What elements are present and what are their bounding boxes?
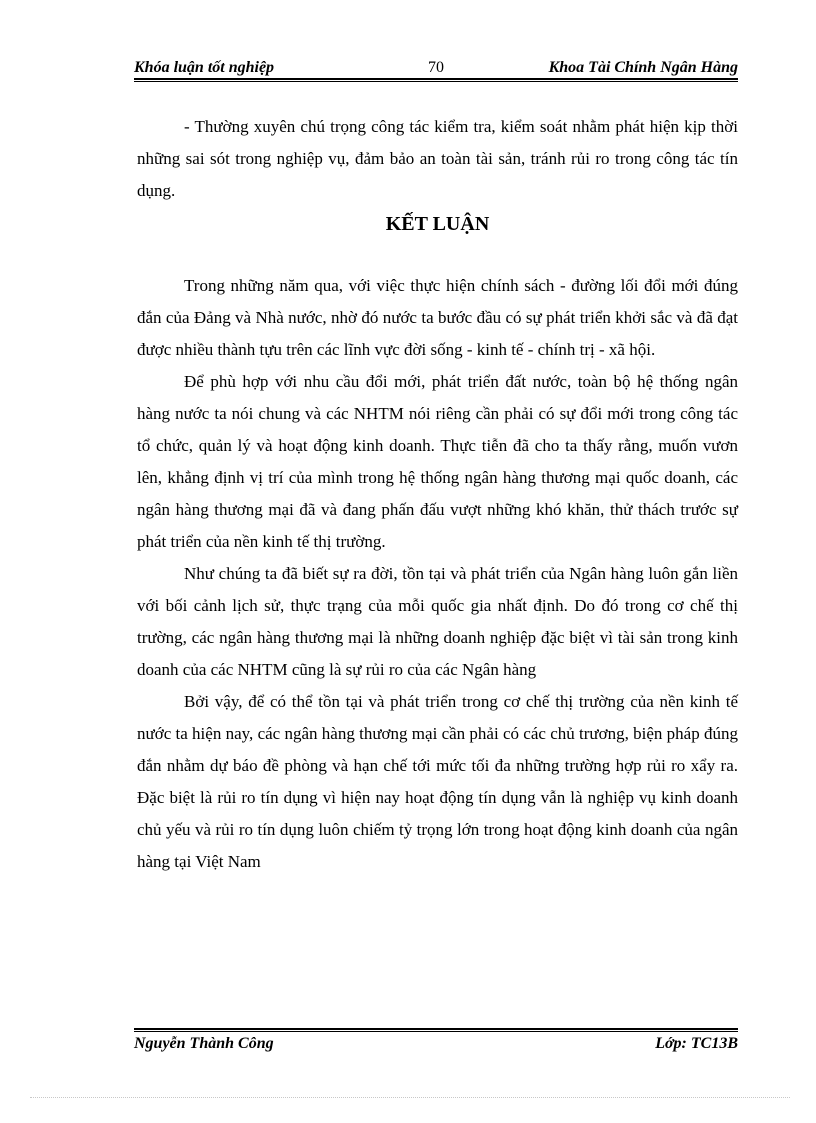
header-faculty-label: Khoa Tài Chính Ngân Hàng [548,59,738,76]
page-number: 70 [428,59,444,76]
footer-divider [134,1028,738,1030]
page-edge-divider [30,1097,790,1098]
page-content [137,111,738,878]
footer-author: Nguyễn Thành Công [134,1035,274,1052]
body-paragraph: Trong những năm qua, với việc thực hiện chính sách - đường lối đổi mới đúng đắn của Đảng và Nhà nước, nhờ đó nước ta bước đầu có sự phát triển khởi sắc và đã đạt được nhiều thành tựu trên các lĩnh vực đời sống - kinh tế - chính trị - xã hội. [137,276,738,359]
page-header [134,56,738,80]
header-divider [134,78,738,80]
body-paragraph: Bởi vậy, để có thể tồn tại và phát triển trong cơ chế thị trường của nền kinh tế nước ta hiện nay, các ngân hàng thương mại cần phải có các chủ trương, biện pháp đúng đắn nhằm dự báo đề phòng và hạn chế tới mức tối đa những trường hợp rủi ro xẩy ra. Đặc biệt là rủi ro tín dụng vì hiện nay hoạt động tín dụng vẫn là nghiệp vụ kinh doanh chủ yếu và rủi ro tín dụng luôn chiếm tỷ trọng lớn trong hoạt động kinh doanh của ngân hàng tại Việt Nam [137,692,738,871]
header-thesis-label: Khóa luận tốt nghiệp [134,59,275,76]
header-divider-thin [134,81,738,82]
intro-paragraph: - Thường xuyên chú trọng công tác kiểm tra, kiểm soát nhằm phát hiện kịp thời những sai sót trong nghiệp vụ, đảm bảo an toàn tài sản, tránh rủi ro trong công tác tín dụng. [137,117,738,200]
body-paragraph: Như chúng ta đã biết sự ra đời, tồn tại và phát triển của Ngân hàng luôn gắn liền với bối cảnh lịch sử, thực trạng của mỗi quốc gia nhất định. Do đó trong cơ chế thị trường, các ngân hàng thương mại là những doanh nghiệp đặc biệt vì tài sản trong kinh doanh của các NHTM cũng là sự rủi ro của các Ngân hàng [137,564,738,679]
footer-class: Lớp: TC13B [655,1035,738,1052]
footer-divider-thin [134,1031,738,1032]
body-paragraph: Để phù hợp với nhu cầu đổi mới, phát triển đất nước, toàn bộ hệ thống ngân hàng nước ta nói chung và các NHTM nói riêng cần phải có sự đổi mới trong công tác tổ chức, quản lý và hoạt động kinh doanh. Thực tiễn đã cho ta thấy rằng, muốn vươn lên, khẳng định vị trí của mình trong hệ thống ngân hàng thương mại quốc doanh, các ngân hàng thương mại đã và đang phấn đấu vượt những khó khăn, thử thách trước sự phát triển của nền kinh tế thị trường. [137,372,738,551]
section-heading: KẾT LUẬN [385,213,490,235]
page-footer [134,1035,738,1057]
